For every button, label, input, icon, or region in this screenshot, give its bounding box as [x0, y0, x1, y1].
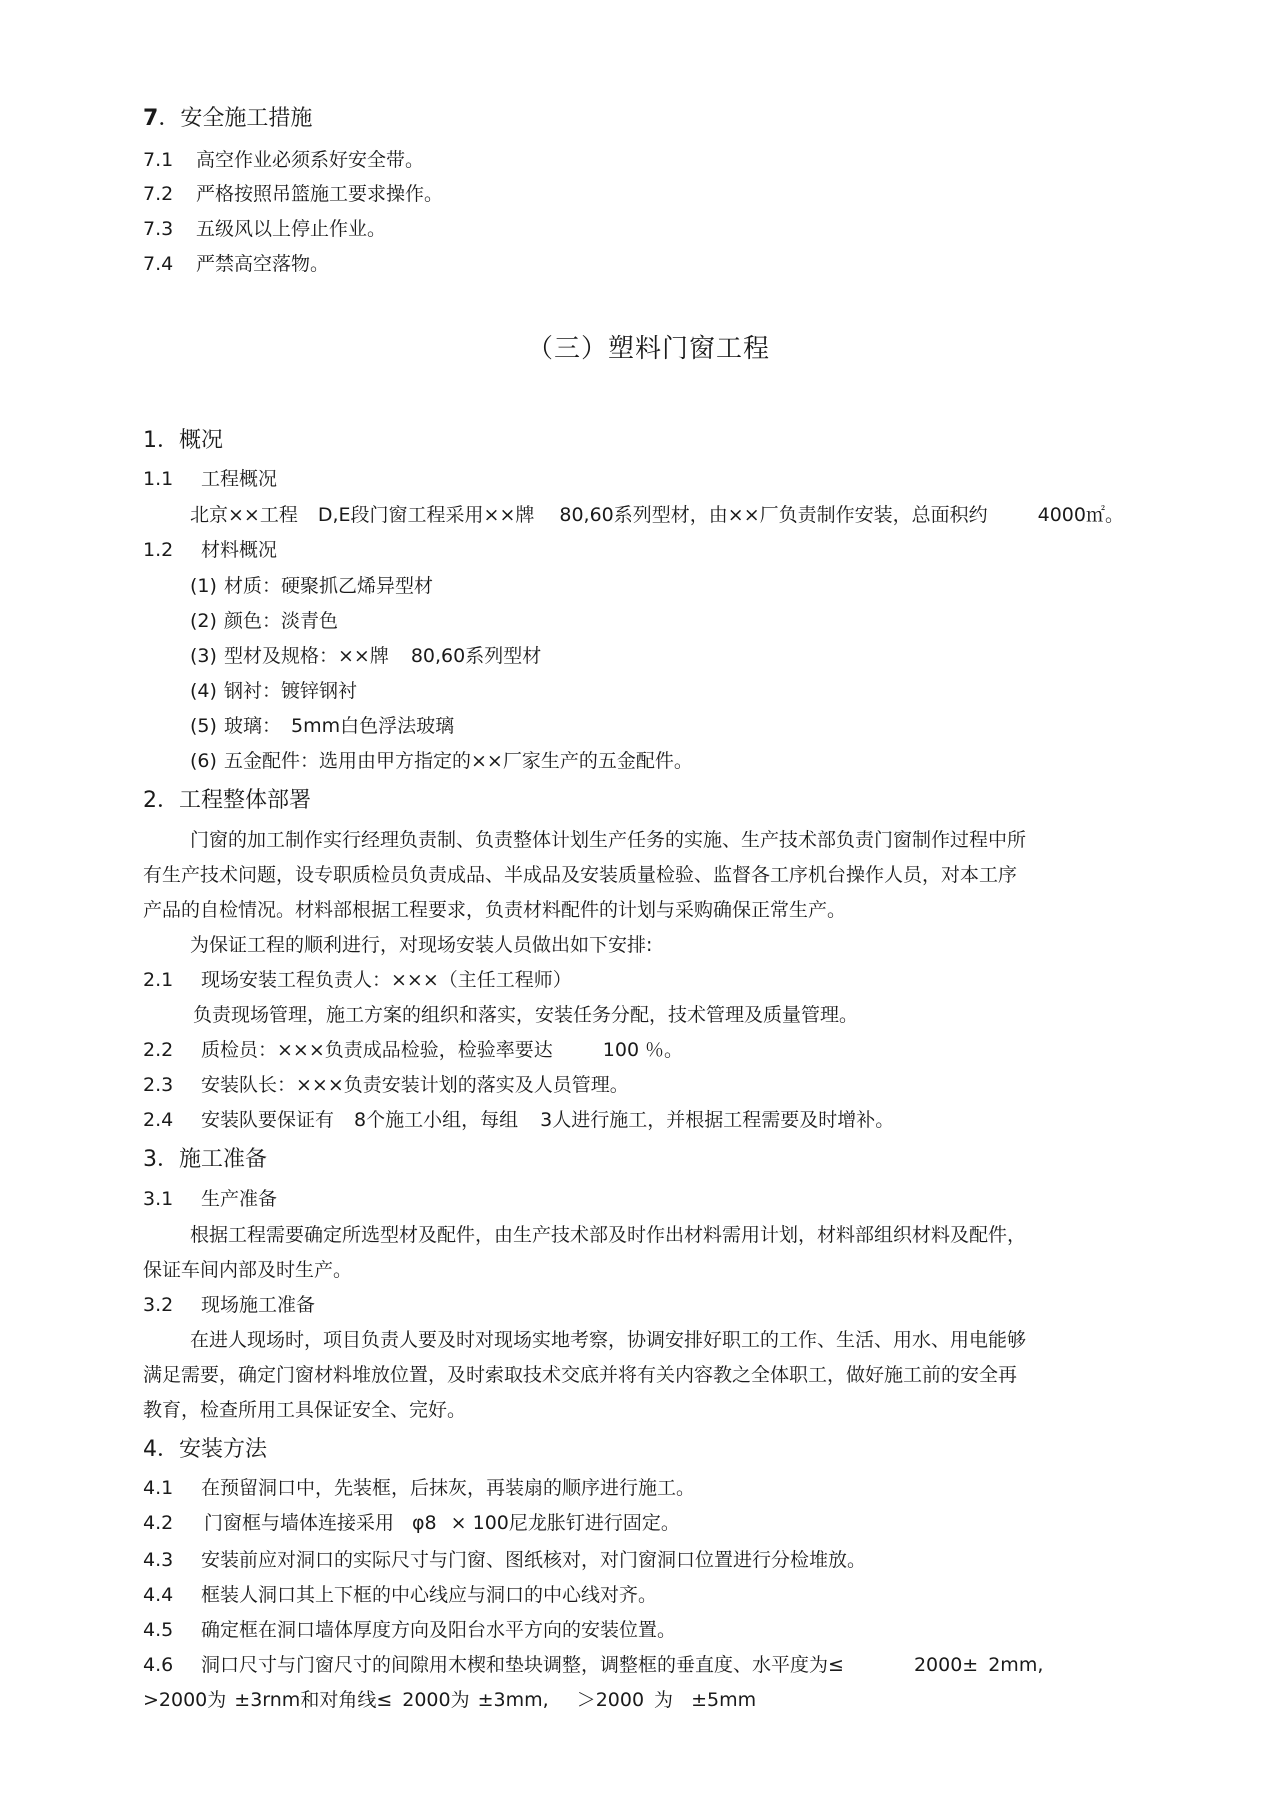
- s3-1-paragraph-line-1: 根据工程需要确定所选型材及配件，由生产技术部及时作出材料需用计划，材料部组织材料及配件，: [190, 1224, 1027, 1246]
- s4-6-line: 4.6 洞口尺寸与门窗尺寸的间隙用木楔和垫块调整，调整框的垂直度、水平度为≤ 2000± 2mm,: [143, 1654, 1044, 1676]
- s3-1-heading: 3.1 生产准备: [143, 1188, 278, 1210]
- s2-1-line: 2.1 现场安装工程负责人：×××（主任工程师）: [143, 969, 572, 991]
- material-item-5: (5) 玻璃： 5mm白色浮法玻璃: [190, 715, 455, 737]
- sec7-item-1: 7.1 高空作业必须系好安全带。: [143, 149, 425, 171]
- s2-3-line: 2.3 安装队长：×××负责安装计划的落实及人员管理。: [143, 1074, 629, 1096]
- material-item-1: (1) 材质：硬聚抓乙烯异型材: [190, 575, 434, 597]
- s2-paragraph-line-2: 有生产技术问题，设专职质检员负责成品、半成品及安装质量检验、监督各工序机台操作人员，对本工序: [143, 864, 1018, 886]
- s1-1-paragraph: 北京××工程 D,E段门窗工程采用××牌 80,60系列型材，由××厂负责制作安装，总面积约 4000㎡。: [190, 504, 1124, 526]
- s1-heading: 1．概况: [143, 428, 224, 453]
- material-item-3: (3) 型材及规格：××牌 80,60系列型材: [190, 645, 542, 667]
- s2-2-line: 2.2 质检员：×××负责成品检验，检验率要达 100 ％。: [143, 1039, 684, 1061]
- s2-paragraph-line-3: 产品的自检情况。材料部根据工程要求，负责材料配件的计划与采购确保正常生产。: [143, 899, 847, 921]
- s3-2-heading: 3.2 现场施工准备: [143, 1294, 316, 1316]
- sec7-item-3: 7.3 五级风以上停止作业。: [143, 218, 387, 240]
- s4-4-line: 4.4 框装人洞口其上下框的中心线应与洞口的中心线对齐。: [143, 1584, 658, 1606]
- material-item-6: (6) 五金配件：选用由甲方指定的××厂家生产的五金配件。: [190, 750, 693, 772]
- s2-1-sub: 负责现场管理，施工方案的组织和落实，安装任务分配，技术管理及质量管理。: [193, 1004, 859, 1026]
- s4-6-line-2: >2000为 ±3rnm和对角线≤ 2000为 ±3mm, ＞2000 为 ±5mm: [143, 1689, 757, 1711]
- material-item-4: (4) 钢衬：镀锌钢衬: [190, 680, 358, 702]
- s4-3-line: 4.3 安装前应对洞口的实际尺寸与门窗、图纸核对，对门窗洞口位置进行分检堆放。: [143, 1549, 867, 1571]
- s1-2-heading: 1.2 材料概况: [143, 539, 278, 561]
- sec7-item-2: 7.2 严格按照吊篮施工要求操作。: [143, 183, 444, 205]
- s3-heading: 3．施工准备: [143, 1147, 268, 1172]
- s2-paragraph-2: 为保证工程的顺利进行，对现场安装人员做出如下安排:: [190, 934, 653, 956]
- s2-4-line: 2.4 安装队要保证有 8个施工小组，每组 3人进行施工，并根据工程需要及时增补。: [143, 1109, 895, 1131]
- sec7-heading: [143, 107, 312, 131]
- s2-heading: 2．工程整体部署: [143, 788, 312, 813]
- s3-2-paragraph-line-1: 在进人现场时，项目负责人要及时对现场实地考察，协调安排好职工的工作、生活、用水、用电能够: [190, 1329, 1027, 1351]
- s3-2-paragraph-line-3: 教育，检查所用工具保证安全、完好。: [143, 1399, 467, 1421]
- s1-1-heading: 1.1 工程概况: [143, 468, 278, 490]
- s4-heading: 4．安装方法: [143, 1437, 268, 1462]
- s3-2-paragraph-line-2: 满足需要，确定门窗材料堆放位置，及时索取技术交底并将有关内容教之全体职工，做好施工前的安全再: [143, 1364, 1018, 1386]
- s2-paragraph-line-1: 门窗的加工制作实行经理负责制、负责整体计划生产任务的实施、生产技术部负责门窗制作过程中所: [190, 829, 1027, 851]
- chapter-title: （三）塑料门窗工程: [527, 334, 771, 364]
- sec7-title: ．安全施工措施: [158, 106, 313, 131]
- s4-1-line: 4.1 在预留洞口中，先装框，后抹灰，再装扇的顺序进行施工。: [143, 1477, 696, 1499]
- s4-2-line: 4.2 门窗框与墙体连接采用 φ8 × 100尼龙胀钉进行固定。: [143, 1512, 680, 1534]
- sec7-num: 7: [143, 106, 159, 131]
- material-item-2: (2) 颜色：淡青色: [190, 610, 339, 632]
- s4-5-line: 4.5 确定框在洞口墙体厚度方向及阳台水平方向的安装位置。: [143, 1619, 677, 1641]
- sec7-item-4: 7.4 严禁高空落物。: [143, 253, 330, 275]
- s3-1-paragraph-line-2: 保证车间内部及时生产。: [143, 1259, 353, 1281]
